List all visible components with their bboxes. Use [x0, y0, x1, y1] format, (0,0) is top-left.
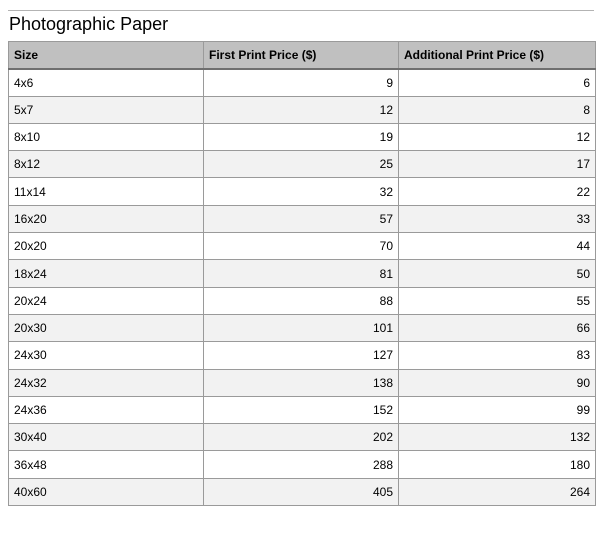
top-divider: [8, 10, 594, 11]
cell-size: 8x12: [9, 151, 204, 178]
cell-additional-print-price: 12: [399, 123, 596, 150]
cell-additional-print-price: 66: [399, 314, 596, 341]
page-title: Photographic Paper: [9, 14, 169, 34]
cell-first-print-price: 81: [204, 260, 399, 287]
table-row: [9, 314, 596, 341]
table-row: [9, 178, 596, 205]
cell-size: 24x30: [9, 342, 204, 369]
cell-first-print-price: 405: [204, 478, 399, 505]
table-row: [9, 451, 596, 478]
table-row: [9, 478, 596, 505]
cell-size: 11x14: [9, 178, 204, 205]
table-row: [9, 424, 596, 451]
table-header-row: [9, 42, 596, 69]
table-row: [9, 96, 596, 123]
cell-first-print-price: 70: [204, 233, 399, 260]
cell-size: 36x48: [9, 451, 204, 478]
cell-first-print-price: 19: [204, 123, 399, 150]
cell-size: 18x24: [9, 260, 204, 287]
cell-size: 30x40: [9, 424, 204, 451]
cell-size: 20x24: [9, 287, 204, 314]
cell-size: 20x30: [9, 314, 204, 341]
cell-first-print-price: 9: [204, 69, 399, 96]
cell-additional-print-price: 8: [399, 96, 596, 123]
cell-additional-print-price: 180: [399, 451, 596, 478]
cell-size: 40x60: [9, 478, 204, 505]
cell-additional-print-price: 33: [399, 205, 596, 232]
cell-size: 8x10: [9, 123, 204, 150]
cell-first-print-price: 25: [204, 151, 399, 178]
cell-additional-print-price: 55: [399, 287, 596, 314]
header-additional-print-price: Additional Print Price ($): [399, 42, 596, 69]
header-size: Size: [9, 42, 204, 69]
table-row: [9, 233, 596, 260]
cell-first-print-price: 152: [204, 396, 399, 423]
table-row: [9, 369, 596, 396]
header-first-print-price: First Print Price ($): [204, 42, 399, 69]
table-row: [9, 260, 596, 287]
cell-additional-print-price: 99: [399, 396, 596, 423]
table-row: [9, 123, 596, 150]
cell-additional-print-price: 90: [399, 369, 596, 396]
cell-size: 4x6: [9, 69, 204, 96]
table-row: [9, 396, 596, 423]
cell-additional-print-price: 264: [399, 478, 596, 505]
cell-size: 24x32: [9, 369, 204, 396]
cell-first-print-price: 88: [204, 287, 399, 314]
cell-additional-print-price: 50: [399, 260, 596, 287]
table-row: [9, 151, 596, 178]
table-row: [9, 205, 596, 232]
cell-additional-print-price: 6: [399, 69, 596, 96]
cell-first-print-price: 12: [204, 96, 399, 123]
price-table: [8, 41, 596, 506]
cell-first-print-price: 138: [204, 369, 399, 396]
cell-first-print-price: 288: [204, 451, 399, 478]
cell-additional-print-price: 22: [399, 178, 596, 205]
cell-additional-print-price: 132: [399, 424, 596, 451]
cell-first-print-price: 57: [204, 205, 399, 232]
table-row: [9, 287, 596, 314]
table-row: [9, 342, 596, 369]
cell-first-print-price: 127: [204, 342, 399, 369]
cell-first-print-price: 32: [204, 178, 399, 205]
cell-size: 24x36: [9, 396, 204, 423]
cell-first-print-price: 202: [204, 424, 399, 451]
cell-size: 20x20: [9, 233, 204, 260]
cell-additional-print-price: 17: [399, 151, 596, 178]
cell-additional-print-price: 83: [399, 342, 596, 369]
table-row: [9, 69, 596, 96]
cell-size: 5x7: [9, 96, 204, 123]
cell-additional-print-price: 44: [399, 233, 596, 260]
cell-size: 16x20: [9, 205, 204, 232]
cell-first-print-price: 101: [204, 314, 399, 341]
